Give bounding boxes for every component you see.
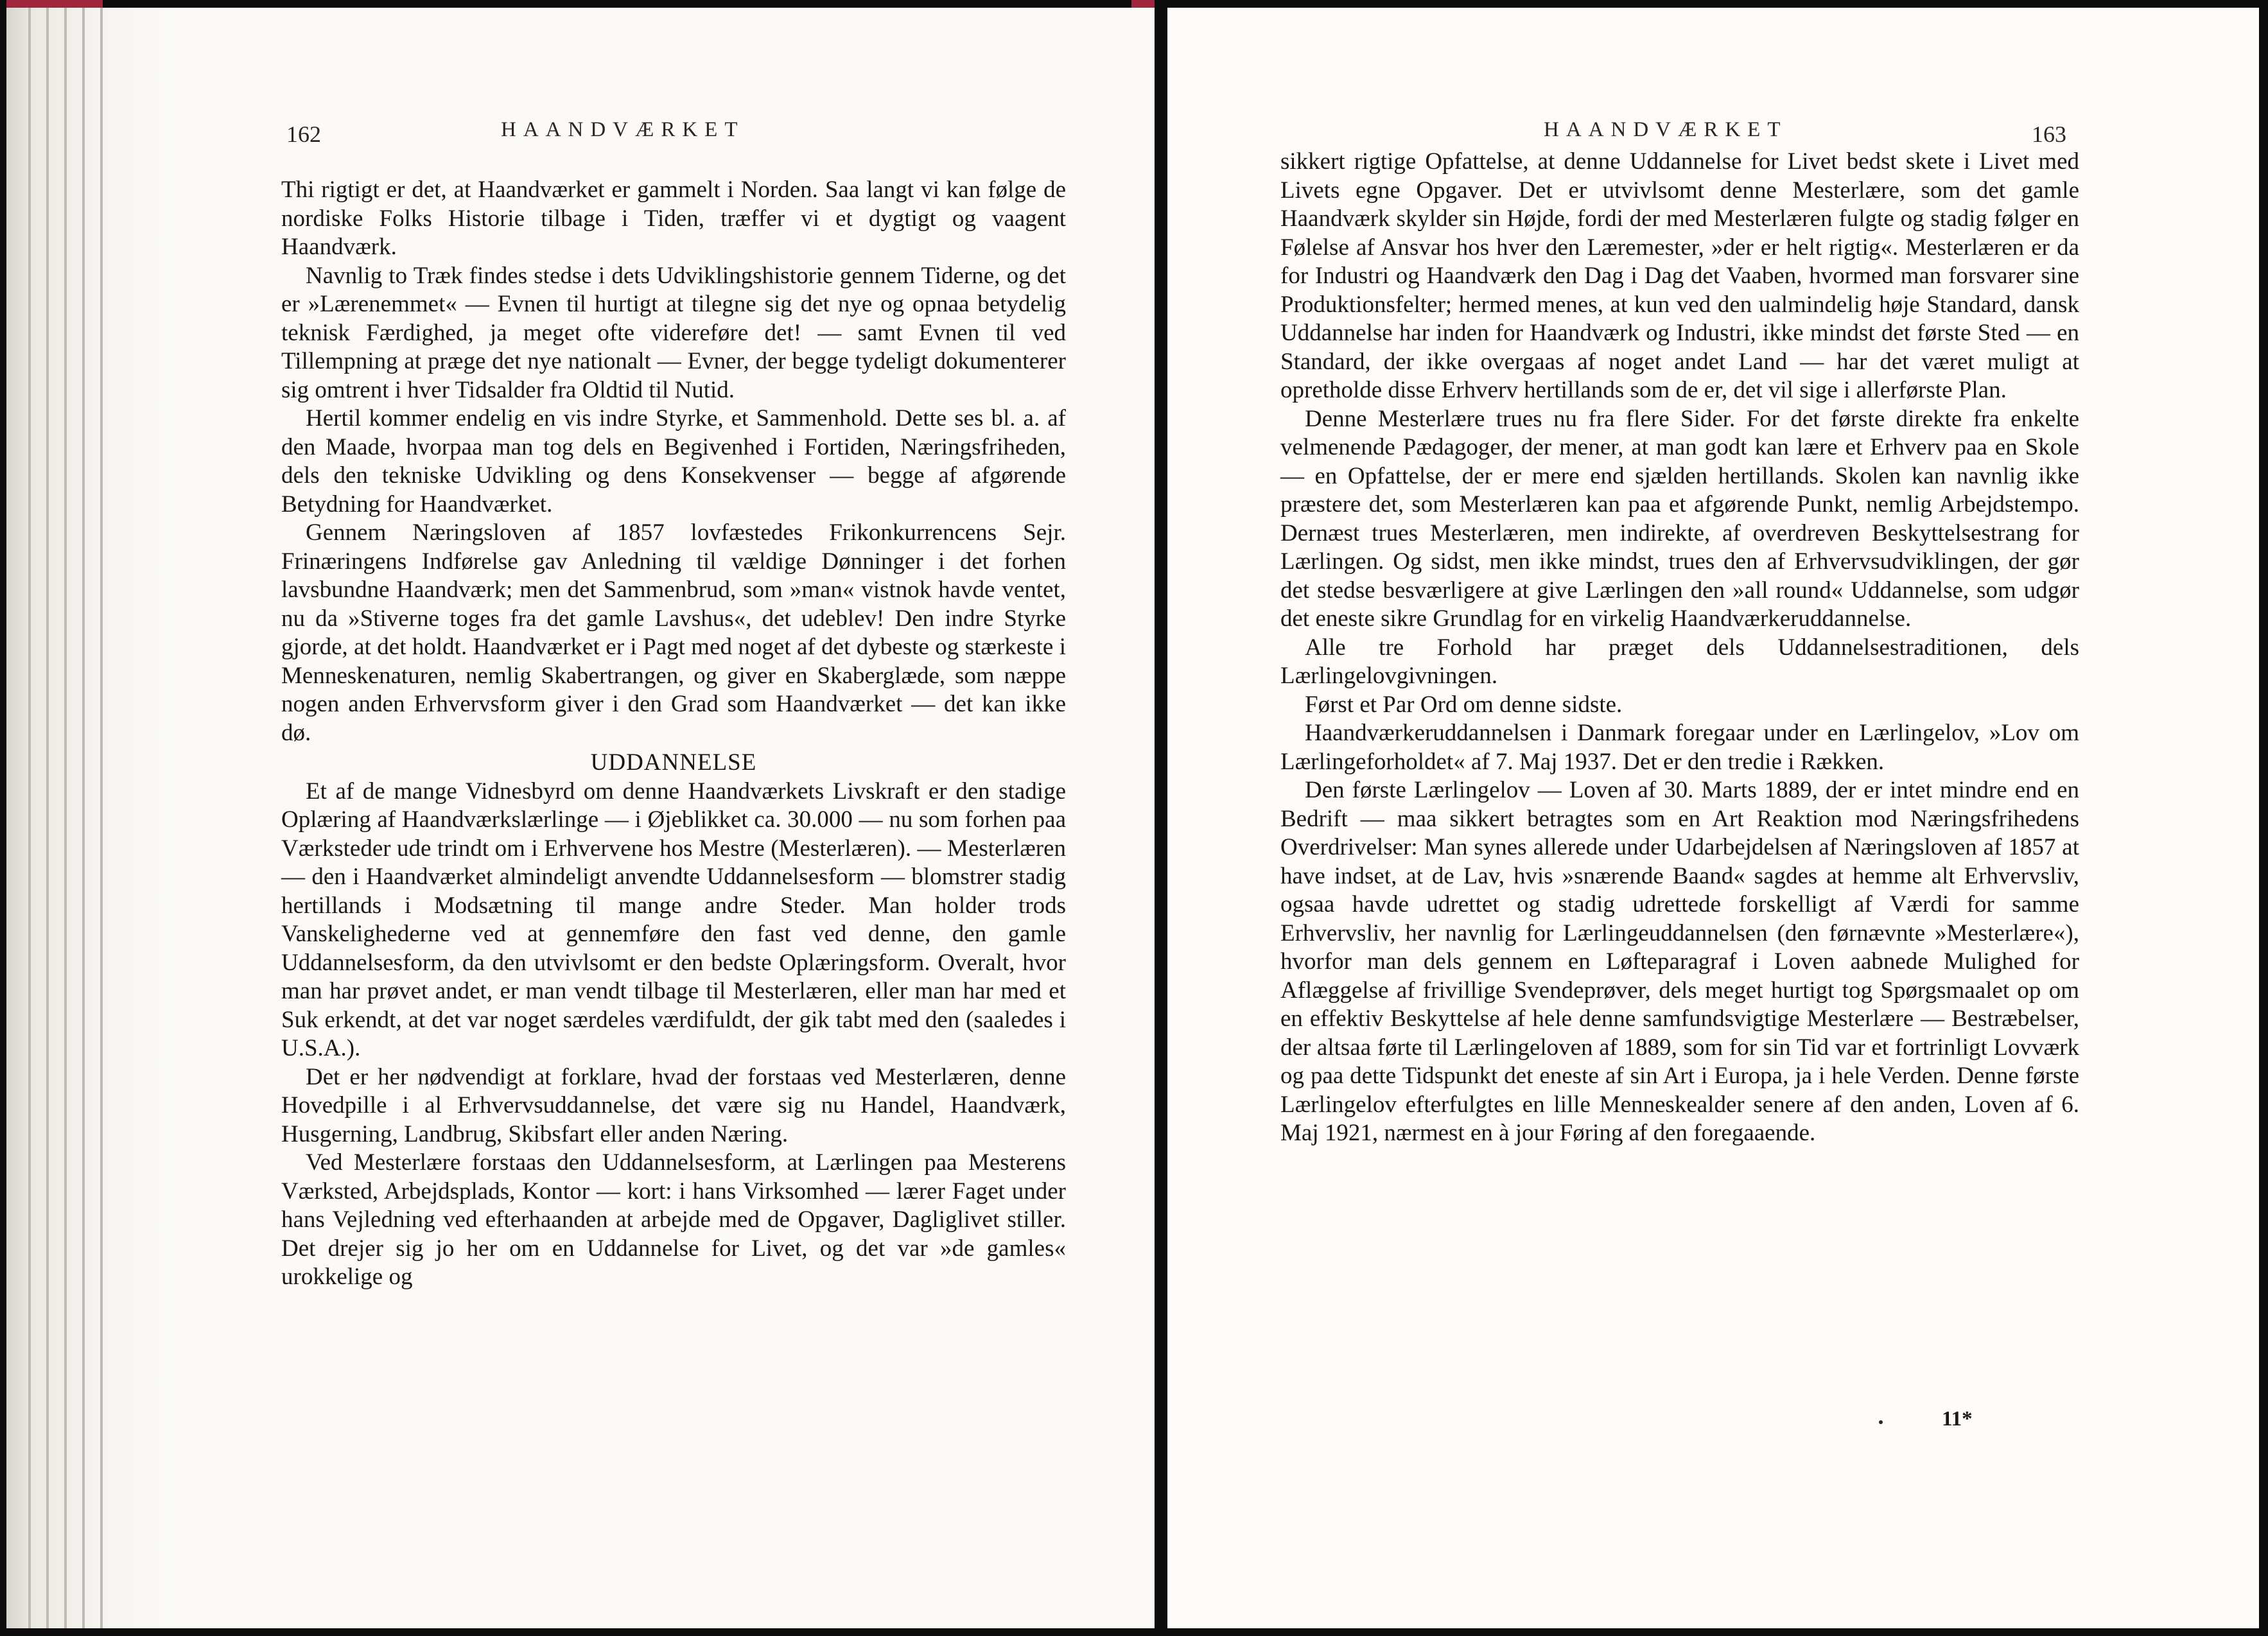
page-edge-stripe: [82, 8, 85, 1628]
signature-mark: 11*: [1942, 1407, 1973, 1431]
page-number: 162: [286, 121, 321, 147]
running-head: HAANDVÆRKET: [1544, 118, 1788, 141]
page-edge-stripe: [64, 8, 67, 1628]
paragraph: Gennem Næringsloven af 1857 lovfæstedes Frikonkurrencens Sejr. Frinæringens Indførelse gav Anledning til vældige Dønninger i det forhen lavsbundne Haandværk; men det Sammenbrud, som »man« vistnok havde ventet, nu da »Stiverne toges fra det gamle Lavshus«, det udeblev! Den indre Styrke gjorde, at det holdt. Haandværket er i Pagt med noget af det dybeste og stærkeste i Menneskenaturen, nemlig Skabertrangen, og giver en Skaberglæde, som næppe nogen anden Erhvervsform giver i den Grad som Haandværket — det kan ikke dø.: [281, 519, 1066, 746]
body-text: [1280, 148, 2079, 1148]
right-page: [1167, 8, 2259, 1628]
page-edge-stripe: [28, 8, 31, 1628]
page-edge-stripe: [46, 8, 49, 1628]
paragraph: Ved Mesterlære forstaas den Uddannelsesform, at Lærlingen paa Mesterens Værksted, Arbejdsplads, Kontor — kort: i hans Virksomhed — lærer Faget under hans Vejledning ved efterhaanden at arbejde med de Opgaver, Dagliglivet stiller. Det drejer sig jo her om en Uddannelse for Livet, og det var »de gamles« urokkelige og: [281, 1149, 1066, 1290]
paragraph: Et af de mange Vidnesbyrd om denne Haandværkets Livskraft er den stadige Oplæring af Haandværkslærlinge — i Øjeblikket ca. 30.000 — nu som forhen paa Værksteder ude trindt om i Erhvervene hos Mestre (Mesterlæren). — Mesterlæren — den i Haandværket almindeligt anvendte Uddannelsesform — blomstrer stadig hertillands i Modsætning til mange andre Steder. Man holder trods Vanskelighederne ved at gennemføre den fast ved denne, den gamle Uddannelsesform, da den utvivlsomt er den bedste Oplæringsform. Overalt, hvor man har prøvet andet, er man vendt tilbage til Mesterlæren, eller man har med et Suk erkendt, at det var noget særdeles værdifuldt, der gik tabt med den (saaledes i U.S.A.).: [281, 778, 1066, 1061]
paragraph: Haandværkeruddannelsen i Danmark foregaar under en Lærlingelov, »Lov om Lærlingeforholdet« af 7. Maj 1937. Det er den tredie i Rækken.: [1280, 720, 2079, 775]
paragraph: Først et Par Ord om denne sidste.: [1305, 691, 1623, 718]
paragraph: Det er her nødvendigt at forklare, hvad der forstaas ved Mesterlæren, denne Hovedpille i al Erhvervsuddannelse, det være sig nu Handel, Haandværk, Husgerning, Landbrug, Skibsfart eller anden Næring.: [281, 1063, 1066, 1147]
page-edge-stripe: [100, 8, 103, 1628]
body-text: [281, 176, 1066, 1292]
paragraph: Den første Lærlingelov — Loven af 30. Marts 1889, der er intet mindre end en Bedrift — maa sikkert betragtes som en Art Reaktion mod Næringsfrihedens Overdrivelser: Man synes allerede under Udarbejdelsen af Næringsloven af 1857 at have indset, at de Lav, hvis »snærende Baand« sagdes at hemme alt Erhvervsliv, ogsaa havde udrettet og stadig udrettede forskelligt af Værdi for samme Erhvervsliv, her navnlig for Lærlingeuddannelsen (den førnævnte »Mesterlære«), hvorfor man dels gennem en Løfteparagraf i Loven aabnede Mulighed for Aflæggelse af frivillige Svendeprøver, dels meget hurtigt tog Spørgsmaalet op om en effektiv Beskyttelse af hele denne samfundsvigtige Mesterlære — Bestræbelser, der altsaa førte til Lærlingeloven af 1889, som for sin Tid var et fortrinligt Lovværk og paa dette Tidspunkt det eneste af sin Art i Europa, ja i hele Verden. Denne første Lærlingelov efterfulgtes en lille Menneskealder senere af den anden, Loven af 6. Maj 1921, nærmest en à jour Føring af den foregaaende.: [1280, 777, 2079, 1146]
paragraph: sikkert rigtige Opfattelse, at denne Uddannelse for Livet bedst skete i Livet med Livets egne Opgaver. Det er utvivlsomt denne Mesterlære, som det gamle Haandværk skylder sin Højde, fordi der med Mesterlæren fulgte og stadig følger en Følelse af Ansvar hos hver den Læremester, »der er helt rigtig«. Mesterlæren er da for Industri og Haandværk den Dag i Dag det Vaaben, hvormed man forsvarer sine Produktionsfelter; hermed menes, at kun ved den ualmindelig høje Standard, dansk Uddannelse har inden for Haandværk og Industri, ikke mindst det første Sted — en Standard, der ikke overgaas af noget andet Land — har det været muligt at opretholde disse Erhverv hertillands som de er, det vil sige i allerførste Plan.: [1280, 148, 2079, 403]
paragraph: Thi rigtigt er det, at Haandværket er gammelt i Norden. Saa langt vi kan følge de nordiske Folks Historie tilbage i Tiden, træffer vi et dygtigt og vaagent Haandværk.: [281, 177, 1066, 260]
paragraph: Navnlig to Træk findes stedse i dets Udviklingshistorie gennem Tiderne, og det er »Lærenemmet« — Evnen til hurtigt at tilegne sig det nye og opnaa betydelig teknisk Færdighed, ja meget ofte videreføre det! — samt Evnen til ved Tillempning at præge det nye nationalt — Evner, der begge tydeligt dokumenterer sig omtrent i hver Tidsalder fra Oldtid til Nutid.: [281, 262, 1066, 403]
running-head: HAANDVÆRKET: [501, 118, 745, 141]
printer-dot: [1879, 1420, 1883, 1424]
page-number: 163: [2032, 121, 2066, 147]
paragraph: Alle tre Forhold har præget dels Uddannelsestraditionen, dels Lærlingelovgivningen.: [1280, 634, 2079, 689]
paragraph: Hertil kommer endelig en vis indre Styrke, et Sammenhold. Dette ses bl. a. af den Maade, hvorpaa man tog dels en Begivenhed i Fortiden, Næringsfriheden, dels den tekniske Udvikling og dens Konsekvenser — begge af afgørende Betydning for Haandværket.: [281, 405, 1066, 518]
left-page: [6, 8, 1155, 1628]
section-heading: UDDANNELSE: [590, 749, 757, 776]
paragraph: Denne Mesterlære trues nu fra flere Sider. For det første direkte fra enkelte velmenende Pædagoger, der mener, at man godt kan lære et Erhverv paa en Skole — en Opfattelse, der er mere end sjælden hertillands. Skolen kan navnlig ikke præstere det, som Mesterlæren kan paa et afgørende Punkt, nemlig Arbejdstempo. Dernæst trues Mesterlæren, men indirekte, af overdreven Beskyttelsestrang for Lærlingen. Og sidst, men ikke mindst, trues den af Erhvervsudviklingen, der gør det stedse besværligere at give Lærlingen den »all round« Uddannelse, som udgør det eneste sikre Grundlag for en virkelig Haandværkeruddannelse.: [1280, 405, 2079, 632]
